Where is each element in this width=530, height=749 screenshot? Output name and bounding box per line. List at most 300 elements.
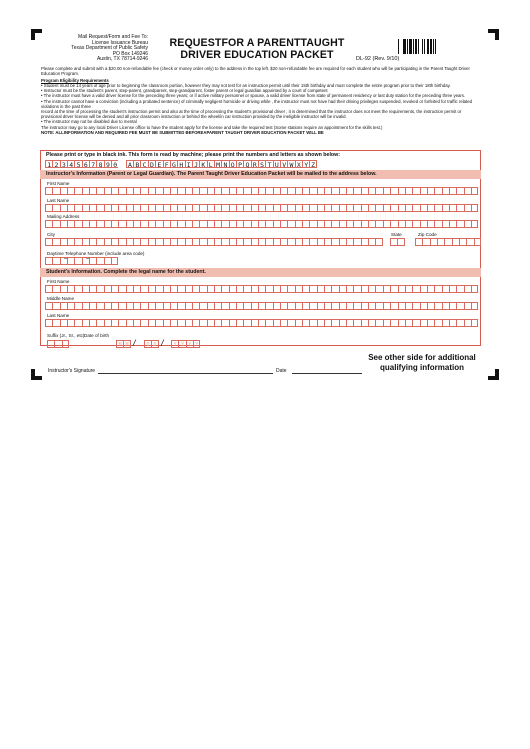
entry-box[interactable] xyxy=(420,220,427,228)
entry-box[interactable] xyxy=(375,319,382,327)
entry-box[interactable] xyxy=(207,204,214,212)
entry-box[interactable] xyxy=(449,319,456,327)
entry-box[interactable] xyxy=(295,302,302,310)
entry-box[interactable] xyxy=(427,187,434,195)
entry-box[interactable] xyxy=(415,238,422,246)
entry-box[interactable] xyxy=(390,220,397,228)
entry-box[interactable] xyxy=(398,187,405,195)
entry-box[interactable] xyxy=(405,204,412,212)
entry-box[interactable] xyxy=(74,319,81,327)
entry-box[interactable] xyxy=(163,238,170,246)
entry-box[interactable] xyxy=(302,285,309,293)
entry-box[interactable] xyxy=(449,220,456,228)
entry-box[interactable] xyxy=(118,238,125,246)
entry-box[interactable] xyxy=(430,238,437,246)
entry-box[interactable] xyxy=(302,187,309,195)
entry-box[interactable] xyxy=(192,204,199,212)
entry-box[interactable] xyxy=(405,187,412,195)
entry-box[interactable] xyxy=(177,220,184,228)
entry-box[interactable] xyxy=(398,220,405,228)
entry-box[interactable] xyxy=(236,204,243,212)
entry-box[interactable] xyxy=(192,302,199,310)
entry-box[interactable] xyxy=(353,319,360,327)
entry-box[interactable] xyxy=(214,238,221,246)
entry-box[interactable] xyxy=(155,220,162,228)
entry-box[interactable] xyxy=(185,220,192,228)
entry-box[interactable] xyxy=(346,204,353,212)
entry-box[interactable] xyxy=(295,238,302,246)
entry-box[interactable] xyxy=(104,204,111,212)
entry-box[interactable] xyxy=(390,302,397,310)
entry-box[interactable] xyxy=(258,238,265,246)
entry-box[interactable] xyxy=(280,204,287,212)
entry-box[interactable] xyxy=(163,204,170,212)
entry-box[interactable] xyxy=(324,204,331,212)
entry-box[interactable] xyxy=(148,187,155,195)
entry-box[interactable] xyxy=(199,238,206,246)
entry-box[interactable] xyxy=(258,187,265,195)
entry-box[interactable] xyxy=(427,319,434,327)
dob-box[interactable]: M xyxy=(116,340,123,348)
entry-box[interactable] xyxy=(287,238,294,246)
entry-box[interactable] xyxy=(434,204,441,212)
entry-box[interactable] xyxy=(221,238,228,246)
entry-box[interactable] xyxy=(412,204,419,212)
entry-box[interactable] xyxy=(459,238,466,246)
entry-box[interactable] xyxy=(375,187,382,195)
entry-box[interactable] xyxy=(140,285,147,293)
entry-box[interactable] xyxy=(140,319,147,327)
instructor-zip-boxes[interactable] xyxy=(415,238,481,246)
entry-box[interactable] xyxy=(192,220,199,228)
entry-box[interactable] xyxy=(375,285,382,293)
entry-box[interactable] xyxy=(471,302,478,310)
entry-box[interactable] xyxy=(133,220,140,228)
entry-box[interactable] xyxy=(74,238,81,246)
entry-box[interactable] xyxy=(444,238,451,246)
entry-box[interactable] xyxy=(452,238,459,246)
entry-box[interactable] xyxy=(280,238,287,246)
entry-box[interactable] xyxy=(427,285,434,293)
entry-box[interactable] xyxy=(317,285,324,293)
entry-box[interactable] xyxy=(243,220,250,228)
entry-box[interactable] xyxy=(214,187,221,195)
entry-box[interactable] xyxy=(140,187,147,195)
entry-box[interactable] xyxy=(471,204,478,212)
entry-box[interactable] xyxy=(287,319,294,327)
entry-box[interactable] xyxy=(47,340,54,348)
entry-box[interactable] xyxy=(368,319,375,327)
entry-box[interactable] xyxy=(375,238,382,246)
entry-box[interactable] xyxy=(471,285,478,293)
entry-box[interactable] xyxy=(251,285,258,293)
entry-box[interactable] xyxy=(302,220,309,228)
entry-box[interactable] xyxy=(309,238,316,246)
entry-box[interactable] xyxy=(331,187,338,195)
entry-box[interactable] xyxy=(236,302,243,310)
entry-box[interactable] xyxy=(398,285,405,293)
entry-box[interactable] xyxy=(118,302,125,310)
dob-box[interactable]: Y xyxy=(186,340,193,348)
entry-box[interactable] xyxy=(412,220,419,228)
entry-box[interactable] xyxy=(449,204,456,212)
entry-box[interactable] xyxy=(368,204,375,212)
entry-box[interactable] xyxy=(390,187,397,195)
entry-box[interactable] xyxy=(309,319,316,327)
entry-box[interactable] xyxy=(265,302,272,310)
entry-box[interactable] xyxy=(280,285,287,293)
entry-box[interactable] xyxy=(221,285,228,293)
entry-box[interactable] xyxy=(309,285,316,293)
entry-box[interactable] xyxy=(361,220,368,228)
entry-box[interactable] xyxy=(148,238,155,246)
entry-box[interactable] xyxy=(229,302,236,310)
entry-box[interactable] xyxy=(133,204,140,212)
entry-box[interactable] xyxy=(456,204,463,212)
entry-box[interactable] xyxy=(420,319,427,327)
entry-box[interactable] xyxy=(434,187,441,195)
entry-box[interactable] xyxy=(96,220,103,228)
entry-box[interactable] xyxy=(324,187,331,195)
entry-box[interactable] xyxy=(398,204,405,212)
entry-box[interactable] xyxy=(361,319,368,327)
entry-box[interactable] xyxy=(52,257,59,265)
entry-box[interactable] xyxy=(221,187,228,195)
entry-box[interactable] xyxy=(170,319,177,327)
entry-box[interactable] xyxy=(133,285,140,293)
entry-box[interactable] xyxy=(170,187,177,195)
dob-box[interactable]: D xyxy=(151,340,158,348)
entry-box[interactable] xyxy=(427,220,434,228)
entry-box[interactable] xyxy=(317,319,324,327)
entry-box[interactable] xyxy=(324,220,331,228)
entry-box[interactable] xyxy=(265,285,272,293)
entry-box[interactable] xyxy=(45,204,52,212)
entry-box[interactable] xyxy=(331,285,338,293)
entry-box[interactable] xyxy=(295,204,302,212)
entry-box[interactable] xyxy=(243,204,250,212)
entry-box[interactable] xyxy=(229,187,236,195)
entry-box[interactable] xyxy=(295,285,302,293)
entry-box[interactable] xyxy=(273,187,280,195)
entry-box[interactable] xyxy=(45,285,52,293)
entry-box[interactable] xyxy=(111,257,118,265)
entry-box[interactable] xyxy=(177,319,184,327)
entry-box[interactable] xyxy=(214,302,221,310)
entry-box[interactable] xyxy=(339,319,346,327)
dob-box[interactable]: D xyxy=(144,340,151,348)
student-first-name-boxes[interactable] xyxy=(45,285,478,293)
entry-box[interactable] xyxy=(390,285,397,293)
entry-box[interactable] xyxy=(140,238,147,246)
entry-box[interactable] xyxy=(89,302,96,310)
entry-box[interactable] xyxy=(148,220,155,228)
entry-box[interactable] xyxy=(346,319,353,327)
entry-box[interactable] xyxy=(434,220,441,228)
entry-box[interactable] xyxy=(62,340,69,348)
entry-box[interactable] xyxy=(126,302,133,310)
instructor-city-boxes[interactable] xyxy=(45,238,383,246)
entry-box[interactable] xyxy=(155,302,162,310)
entry-box[interactable] xyxy=(464,302,471,310)
entry-box[interactable] xyxy=(265,220,272,228)
entry-box[interactable] xyxy=(383,319,390,327)
entry-box[interactable] xyxy=(412,302,419,310)
entry-box[interactable] xyxy=(405,220,412,228)
entry-box[interactable] xyxy=(442,220,449,228)
entry-box[interactable] xyxy=(471,319,478,327)
entry-box[interactable] xyxy=(353,238,360,246)
entry-box[interactable] xyxy=(60,204,67,212)
entry-box[interactable] xyxy=(96,285,103,293)
entry-box[interactable] xyxy=(273,220,280,228)
instructor-first-name-boxes[interactable] xyxy=(45,187,478,195)
entry-box[interactable] xyxy=(177,238,184,246)
entry-box[interactable] xyxy=(353,187,360,195)
entry-box[interactable] xyxy=(45,319,52,327)
entry-box[interactable] xyxy=(442,302,449,310)
entry-box[interactable] xyxy=(207,302,214,310)
entry-box[interactable] xyxy=(52,238,59,246)
instructor-phone-boxes[interactable] xyxy=(45,257,118,265)
entry-box[interactable] xyxy=(420,285,427,293)
entry-box[interactable] xyxy=(317,220,324,228)
entry-box[interactable] xyxy=(185,302,192,310)
entry-box[interactable] xyxy=(353,204,360,212)
entry-box[interactable] xyxy=(398,302,405,310)
dob-box[interactable]: M xyxy=(123,340,130,348)
entry-box[interactable] xyxy=(442,319,449,327)
entry-box[interactable] xyxy=(74,187,81,195)
entry-box[interactable] xyxy=(236,187,243,195)
entry-box[interactable] xyxy=(317,238,324,246)
entry-box[interactable] xyxy=(96,204,103,212)
entry-box[interactable] xyxy=(251,204,258,212)
entry-box[interactable] xyxy=(302,204,309,212)
entry-box[interactable] xyxy=(89,238,96,246)
entry-box[interactable] xyxy=(111,285,118,293)
student-suffix-boxes[interactable] xyxy=(47,340,69,348)
entry-box[interactable] xyxy=(82,285,89,293)
entry-box[interactable] xyxy=(118,204,125,212)
entry-box[interactable] xyxy=(309,187,316,195)
entry-box[interactable] xyxy=(214,285,221,293)
entry-box[interactable] xyxy=(287,187,294,195)
entry-box[interactable] xyxy=(74,257,81,265)
entry-box[interactable] xyxy=(148,302,155,310)
entry-box[interactable] xyxy=(295,319,302,327)
entry-box[interactable] xyxy=(199,302,206,310)
entry-box[interactable] xyxy=(273,238,280,246)
entry-box[interactable] xyxy=(60,238,67,246)
entry-box[interactable] xyxy=(442,285,449,293)
entry-box[interactable] xyxy=(273,204,280,212)
dob-box[interactable]: Y xyxy=(193,340,200,348)
entry-box[interactable] xyxy=(258,302,265,310)
entry-box[interactable] xyxy=(442,204,449,212)
entry-box[interactable] xyxy=(60,187,67,195)
entry-box[interactable] xyxy=(67,302,74,310)
student-dob-month-boxes[interactable] xyxy=(116,340,131,348)
entry-box[interactable] xyxy=(280,220,287,228)
entry-box[interactable] xyxy=(420,204,427,212)
entry-box[interactable] xyxy=(45,302,52,310)
entry-box[interactable] xyxy=(346,302,353,310)
entry-box[interactable] xyxy=(163,319,170,327)
entry-box[interactable] xyxy=(104,285,111,293)
entry-box[interactable] xyxy=(287,220,294,228)
instructor-address-boxes[interactable] xyxy=(45,220,478,228)
entry-box[interactable] xyxy=(251,302,258,310)
entry-box[interactable] xyxy=(317,302,324,310)
entry-box[interactable] xyxy=(104,257,111,265)
entry-box[interactable] xyxy=(368,302,375,310)
entry-box[interactable] xyxy=(273,285,280,293)
entry-box[interactable] xyxy=(155,187,162,195)
entry-box[interactable] xyxy=(199,285,206,293)
entry-box[interactable] xyxy=(74,204,81,212)
entry-box[interactable] xyxy=(280,319,287,327)
entry-box[interactable] xyxy=(258,285,265,293)
entry-box[interactable] xyxy=(111,187,118,195)
entry-box[interactable] xyxy=(52,319,59,327)
entry-box[interactable] xyxy=(104,220,111,228)
entry-box[interactable] xyxy=(207,319,214,327)
entry-box[interactable] xyxy=(96,257,103,265)
entry-box[interactable] xyxy=(199,220,206,228)
entry-box[interactable] xyxy=(148,204,155,212)
entry-box[interactable] xyxy=(89,204,96,212)
entry-box[interactable] xyxy=(265,238,272,246)
entry-box[interactable] xyxy=(52,187,59,195)
entry-box[interactable] xyxy=(163,302,170,310)
entry-box[interactable] xyxy=(111,238,118,246)
entry-box[interactable] xyxy=(104,302,111,310)
entry-box[interactable] xyxy=(185,285,192,293)
entry-box[interactable] xyxy=(118,220,125,228)
entry-box[interactable] xyxy=(229,204,236,212)
entry-box[interactable] xyxy=(339,187,346,195)
entry-box[interactable] xyxy=(471,187,478,195)
entry-box[interactable] xyxy=(251,238,258,246)
entry-box[interactable] xyxy=(67,257,74,265)
entry-box[interactable] xyxy=(317,187,324,195)
entry-box[interactable] xyxy=(258,220,265,228)
entry-box[interactable] xyxy=(67,285,74,293)
entry-box[interactable] xyxy=(236,319,243,327)
entry-box[interactable] xyxy=(471,220,478,228)
entry-box[interactable] xyxy=(324,302,331,310)
entry-box[interactable] xyxy=(155,285,162,293)
entry-box[interactable] xyxy=(170,220,177,228)
student-last-name-boxes[interactable] xyxy=(45,319,478,327)
entry-box[interactable] xyxy=(67,238,74,246)
entry-box[interactable] xyxy=(229,220,236,228)
entry-box[interactable] xyxy=(126,319,133,327)
student-middle-name-boxes[interactable] xyxy=(45,302,478,310)
entry-box[interactable] xyxy=(353,285,360,293)
entry-box[interactable] xyxy=(82,220,89,228)
entry-box[interactable] xyxy=(405,285,412,293)
entry-box[interactable] xyxy=(126,187,133,195)
entry-box[interactable] xyxy=(412,319,419,327)
entry-box[interactable] xyxy=(192,319,199,327)
entry-box[interactable] xyxy=(390,204,397,212)
entry-box[interactable] xyxy=(243,319,250,327)
instructor-state-boxes[interactable] xyxy=(390,238,405,246)
entry-box[interactable] xyxy=(251,187,258,195)
entry-box[interactable] xyxy=(199,187,206,195)
entry-box[interactable] xyxy=(353,220,360,228)
entry-box[interactable] xyxy=(207,187,214,195)
entry-box[interactable] xyxy=(449,285,456,293)
student-dob-year-boxes[interactable] xyxy=(171,340,200,348)
entry-box[interactable] xyxy=(82,319,89,327)
entry-box[interactable] xyxy=(383,285,390,293)
entry-box[interactable] xyxy=(449,187,456,195)
date-line[interactable] xyxy=(292,373,362,374)
entry-box[interactable] xyxy=(221,319,228,327)
entry-box[interactable] xyxy=(243,238,250,246)
entry-box[interactable] xyxy=(456,220,463,228)
entry-box[interactable] xyxy=(96,302,103,310)
entry-box[interactable] xyxy=(368,238,375,246)
entry-box[interactable] xyxy=(309,220,316,228)
entry-box[interactable] xyxy=(74,302,81,310)
entry-box[interactable] xyxy=(74,220,81,228)
entry-box[interactable] xyxy=(126,204,133,212)
entry-box[interactable] xyxy=(185,204,192,212)
entry-box[interactable] xyxy=(126,238,133,246)
entry-box[interactable] xyxy=(60,220,67,228)
dob-box[interactable]: Y xyxy=(178,340,185,348)
entry-box[interactable] xyxy=(280,187,287,195)
entry-box[interactable] xyxy=(353,302,360,310)
entry-box[interactable] xyxy=(346,285,353,293)
entry-box[interactable] xyxy=(221,302,228,310)
entry-box[interactable] xyxy=(383,220,390,228)
entry-box[interactable] xyxy=(45,220,52,228)
entry-box[interactable] xyxy=(383,302,390,310)
entry-box[interactable] xyxy=(214,204,221,212)
entry-box[interactable] xyxy=(295,220,302,228)
entry-box[interactable] xyxy=(324,238,331,246)
entry-box[interactable] xyxy=(140,220,147,228)
entry-box[interactable] xyxy=(331,204,338,212)
entry-box[interactable] xyxy=(464,319,471,327)
entry-box[interactable] xyxy=(177,204,184,212)
entry-box[interactable] xyxy=(111,204,118,212)
entry-box[interactable] xyxy=(229,319,236,327)
entry-box[interactable] xyxy=(339,204,346,212)
entry-box[interactable] xyxy=(89,187,96,195)
entry-box[interactable] xyxy=(74,285,81,293)
entry-box[interactable] xyxy=(133,319,140,327)
entry-box[interactable] xyxy=(170,302,177,310)
entry-box[interactable] xyxy=(302,319,309,327)
entry-box[interactable] xyxy=(258,319,265,327)
entry-box[interactable] xyxy=(148,285,155,293)
entry-box[interactable] xyxy=(405,319,412,327)
entry-box[interactable] xyxy=(390,319,397,327)
entry-box[interactable] xyxy=(397,238,404,246)
entry-box[interactable] xyxy=(52,302,59,310)
entry-box[interactable] xyxy=(140,302,147,310)
entry-box[interactable] xyxy=(133,238,140,246)
entry-box[interactable] xyxy=(207,285,214,293)
entry-box[interactable] xyxy=(185,319,192,327)
entry-box[interactable] xyxy=(54,340,61,348)
